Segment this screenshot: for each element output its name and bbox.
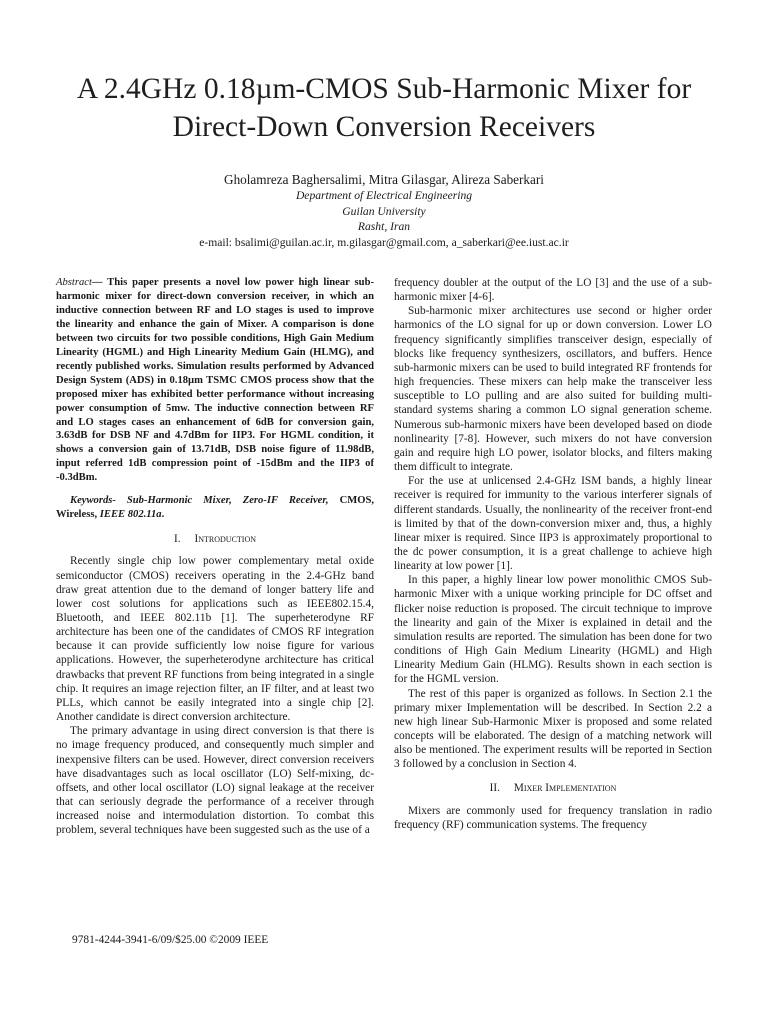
affiliation [40, 188, 728, 235]
body-paragraph: frequency doubler at the output of the LO [3] and the use of a sub-harmonic mixer [4-6]. [394, 277, 712, 304]
keywords-italic: Sub-Harmonic Mixer, Zero-IF Receiver, [115, 495, 329, 507]
abstract-label: Abstract [56, 277, 92, 288]
university: Guilan University [342, 204, 426, 218]
right-column [394, 276, 712, 832]
body-paragraph: In this paper, a highly linear low power monolithic CMOS Sub-harmonic Mixer with a unique working principle for DC offset and flicker noise reduction is proposed. The circuit technique to improve the linearity and gain of the Mixer is explained in detail and the simulation results are reported. The simulation has been done for two conditions of High Gain Medium Linearity (HGML) and High Linearity Medium Gain (HLMG). Results shown in each section is for the HGML version. [394, 574, 712, 686]
author-list: Gholamreza Baghersalimi, Mitra Gilasgar, Alireza Saberkari [224, 172, 544, 187]
abstract-text: — This paper presents a novel low power high linear sub-harmonic mixer for direct-down conversion receiver, in which an inductive connection between RF and LO stages is used to improve the linearity and enhance the gain of Mixer. A comparison is done between two circuits for two possible conditions, High Gain Medium Linearity (HGML) and High Linearity Medium Gain (HLMG), and recently published works. Simulation results performed by Advanced Design System (ADS) in 0.18µm TSMC CMOS process show that the proposed mixer has exhibited better performance without increasing power consumption of 5mw. The inductive connection between RF and LO stages cases an enhancement of 6dB for conversion gain, 3.63dB for DSB NF and 4.7dBm for IIP3. For HGML condition, it shows a conversion gain of 13.71dB, DSB noise figure of 11.98dB, input referred 1dB compression point of -15dBm and the IIP3 of -0.3dBm. [56, 277, 374, 484]
email-line: e-mail: bsalimi@guilan.ac.ir, m.gilasgar@gmail.com, a_saberkari@ee.iust.ac.ir [199, 236, 569, 249]
left-column [56, 276, 374, 837]
body-paragraph: The primary advantage in using direct conversion is that there is no image frequency produced, and consequently much simpler and inexpensive filters can be used. However, direct conversion receivers have disadvantages such as local oscillator (LO) Self-mixing, dc-offsets, and other local oscillator (LO) signal leakage at the receiver that can seriously degrade the performance of a receiver through increased noise and intermodulation distortion. To combat this problem, several techniques have been suggested such as the use of a [56, 725, 374, 837]
title-line-1: A 2.4GHz 0.18µm-CMOS Sub-Harmonic Mixer for [76, 73, 692, 105]
keywords [56, 494, 374, 522]
keywords-italic-end: IEEE 802.11a [97, 509, 162, 521]
section-title: Mixer Implementation [513, 782, 617, 795]
keywords-bold: CMOS, Wireless, [56, 495, 374, 521]
body-paragraph: Recently single chip low power complementary metal oxide semiconductor (CMOS) receivers operating in the 2.4-GHz band draw great attention due to the demand of longer battery life and lower cost solutions for applications such as IEEE802.15.4, Bluetooth, and IEEE 802.11b [1]. The superheterodyne RF architecture has been one of the candidates of CMOS RF integration because it can provide sufficiently low noise figure for various applications. However, the superheterodyne architecture has critical drawbacks that prevent RF functions from being integrated in a single chip. It requires an image rejection filter, an IF filter, and at least two PLLs, which cannot be easily integrated into a single chip [2]. Another candidate is direct conversion architecture. [56, 555, 374, 724]
department: Department of Electrical Engineering [295, 189, 473, 202]
title-line-2: Direct-Down Conversion Receivers [172, 111, 596, 143]
body-paragraph: Mixers are commonly used for frequency translation in radio frequency (RF) communication systems. The frequency [394, 804, 712, 831]
abstract [56, 276, 374, 485]
copyright-footer: 9781-4244-3941-6/09/$25.00 ©2009 IEEE [72, 934, 269, 946]
section-number: I. [173, 533, 181, 546]
keywords-label: Keywords- [70, 495, 116, 507]
body-paragraph: Sub-harmonic mixer architectures use second or higher order harmonics of the LO signal for up or down conversion. Lower LO frequency significantly simplifies transceiver design, especially of blocks like frequency synthesizers, oscillators, and buffers. Hence sub-harmonic mixers can be used to build integrated RF frontends for high frequencies. These mixers can help make the transceiver less susceptible to LO pulling and are also suited for building multi-standard systems sharing a common LO signal generation scheme. Numerous sub-harmonic mixers have been developed based on diode nonlinearity [7-8]. However, such mixers do not have conversion gain and require high LO power, isolator blocks, and filters making them difficult to integrate. [394, 305, 712, 474]
body-paragraph: For the use at unlicensed 2.4-GHz ISM bands, a highly linear receiver is required for immunity to the various interferer signals of different standards. Usually, the nonlinearity of the receiver front-end is limited by that of the down-conversion mixer and, thus, a highly linear mixer is required. Since IIP3 is approximately proportional to the dc power consumption, it is a great challenge to achieve high linearity at low power [1]. [394, 475, 712, 573]
city: Rasht, Iran [357, 220, 411, 233]
paper-title [40, 70, 728, 146]
section-heading-introduction [56, 532, 374, 546]
section-number: II. [489, 782, 500, 795]
body-paragraph: The rest of this paper is organized as follows. In Section 2.1 the primary mixer Implementation will be described. In Section 2.2 a new high linear Sub-Harmonic Mixer is proposed and some related concepts will be elaborated. The design of a matching network will also be mentioned. The experiment results will be reported in Section 3 followed by a conclusion in Section 4. [394, 687, 712, 771]
section-heading-mixer-implementation [394, 781, 712, 795]
section-title: Introduction [194, 533, 257, 546]
keywords-end: . [161, 509, 165, 521]
